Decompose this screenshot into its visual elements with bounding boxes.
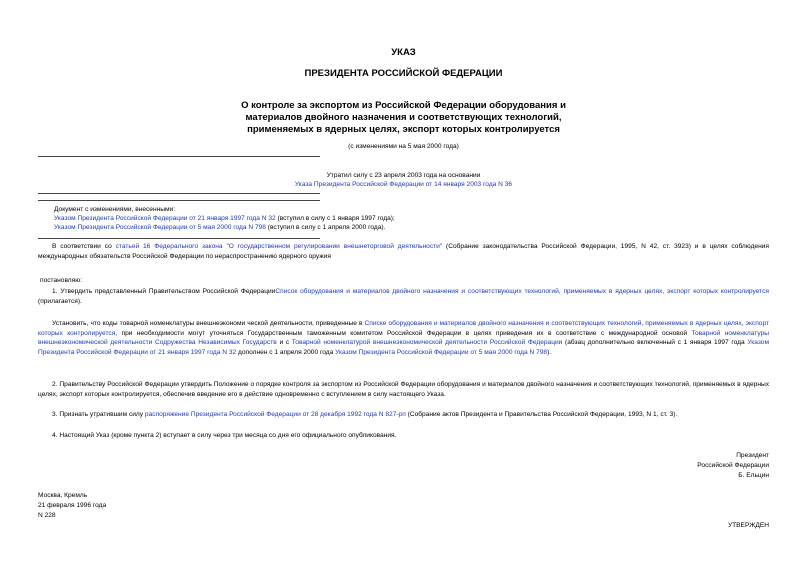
paragraph-2: 2. Правительству Российской Федерации утвердить Положение о порядке контроля за экспортом из Российской Федерации оборудования и материалов двойного назначения и соответствующих технологий, применяемых в ядерных целях, экспорт которых контролируется, обеспечив введение его в действие одновременно с вступлением в силу настоящего Указа. xyxy=(38,381,769,398)
divider xyxy=(38,200,320,201)
subject-line: материалов двойного назначения и соответствующих технологий, xyxy=(245,112,562,123)
text-span: и с xyxy=(276,339,292,347)
text-span: (Собрание законодательства Российской Федерации, 1995, N 42, ст. 3923) и в целях соблюдения международных обязательств Российской Федерации по нераспространению ядерного оружия xyxy=(38,243,769,260)
paragraph-4: 4. Настоящий Указ (кроме пункта 2) вступает в силу через три месяца со дня его официального опубликования. xyxy=(52,432,397,439)
approved-stamp: УТВЕРЖДЕН xyxy=(727,522,769,529)
amendments-intro: Документ с изменениями, внесенными: xyxy=(54,206,176,213)
date: 21 февраля 1996 года xyxy=(38,502,107,509)
amendment-note: (вступил в силу с 1 января 1997 года); xyxy=(275,215,395,222)
order-827rp-link[interactable]: распоряжение Президента Российской Федерации от 28 декабря 1992 года N 827-рп xyxy=(144,411,406,418)
divider xyxy=(38,156,320,157)
place-date-block xyxy=(38,491,106,521)
decree-subject xyxy=(0,100,807,136)
divider xyxy=(38,193,320,194)
decree-title: УКАЗ xyxy=(391,47,416,58)
signature-block xyxy=(697,451,769,481)
text-span: ). xyxy=(547,348,552,356)
place: Москва, Кремль xyxy=(38,492,88,499)
decree-word: постановляю: xyxy=(40,277,83,284)
subject-line: применяемых в ядерных целях, экспорт которых контролируется xyxy=(247,124,560,135)
amendment-note: (вступил в силу с 1 апреля 2000 года). xyxy=(265,224,386,231)
text-span: (прилагается). xyxy=(38,297,82,305)
changes-note: (с изменениями на 5 мая 2000 года) xyxy=(348,143,459,150)
amendment-item xyxy=(54,214,754,223)
cis-nomenclature-link[interactable]: Товарной номенклатуры внешнеэкономической деятельности Содружества Независимых Государств xyxy=(38,329,769,347)
decree-number: N 228 xyxy=(38,512,56,519)
decree-1997-link[interactable]: Указом Президента Российской Федерации от 21 января 1997 года N 32 xyxy=(38,339,769,356)
paragraph-1 xyxy=(38,287,769,306)
signature-line: Президент xyxy=(736,452,769,459)
text-span: 1. Утвердить представленный Правительством Российской Федерации xyxy=(52,288,276,295)
text-span: (абзац дополнительно включенный с 1 января 1997 года xyxy=(562,339,748,347)
text-span: Установить, что коды товарной номенклатуры внешнеэкономи ческой деятельности, приведенные в xyxy=(52,320,365,327)
paragraph-1b xyxy=(38,319,769,357)
amendment-link-2000[interactable]: Указом Президента Российской Федерации от 5 мая 2000 года N 798 xyxy=(54,224,266,231)
decree-2000-link[interactable]: Указом Президента Российской Федерации от 5 мая 2000 года N 798 xyxy=(335,348,548,356)
text-span: (Собрание актов Президента и Правительства Российской Федерации, 1993, N 1, ст. 3). xyxy=(405,411,678,418)
text-span: дополнен с 1 апреля 2000 года xyxy=(236,348,336,356)
control-list-link[interactable]: Списке оборудования и материалов двойного назначения и соответствующих технологий, применяемых в ядерных целях, экспорт которых контролируется xyxy=(38,320,769,337)
signature-line: Российской Федерации xyxy=(697,462,769,469)
text-span: 3. Признать утратившим силу xyxy=(52,411,145,418)
amendment-link-1997[interactable]: Указом Президента Российской Федерации от 21 января 1997 года N 32 xyxy=(54,215,276,222)
rf-nomenclature-link[interactable]: Товарной номенклатурой внешнеэкономической деятельности Российской Федерации xyxy=(291,339,563,347)
decree-issuer: ПРЕЗИДЕНТА РОССИЙСКОЙ ФЕДЕРАЦИИ xyxy=(304,68,503,79)
signature-line: Б. Ельцин xyxy=(738,472,769,479)
text-span: , при необходимости могут уточняться Государственным таможенным комитетом Российской Федерации в целях приведения их в соответствие с международной основой xyxy=(115,329,692,337)
amendments-block xyxy=(54,205,754,232)
text-span: В соответствии со xyxy=(52,243,116,250)
expired-text: Утратил силу с 23 апреля 2003 года на основании xyxy=(326,172,481,179)
control-list-link[interactable]: Список оборудования и материалов двойного назначения и соответствующих технологий, применяемых в ядерных целях, экспорт которых контролируется xyxy=(275,288,769,295)
divider xyxy=(38,238,320,239)
expired-link-row xyxy=(160,180,647,189)
law-article-16-link[interactable]: статьей 16 Федерального закона "О государственном регулировании внешнеторговой деятельности" xyxy=(115,243,443,250)
amendment-item xyxy=(54,223,754,232)
expired-basis-link[interactable]: Указа Президента Российской Федерации от 14 января 2003 года N 36 xyxy=(294,181,513,188)
paragraph-3 xyxy=(38,410,769,420)
preamble xyxy=(38,242,769,261)
subject-line: О контроле за экспортом из Российской Федерации оборудования и xyxy=(241,100,566,111)
